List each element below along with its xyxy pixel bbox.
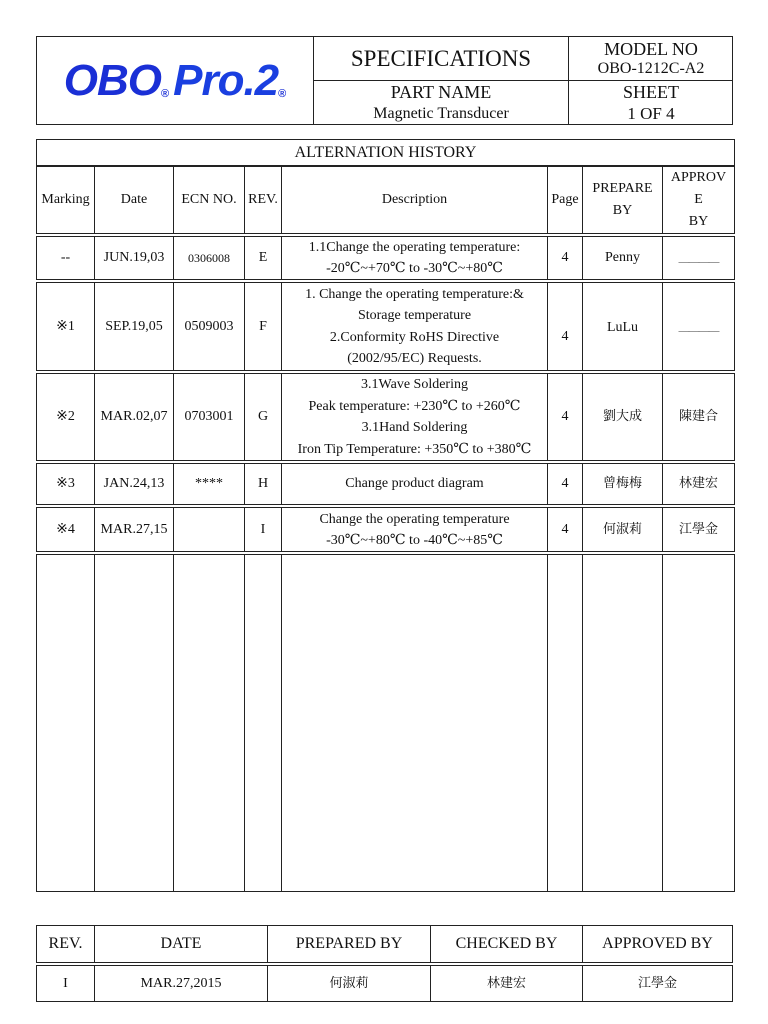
- description-line: 1.1Change the operating temperature:: [308, 240, 521, 255]
- logo-pro-text: Pro.2: [173, 55, 279, 105]
- row-rev: G: [244, 373, 282, 461]
- description-line: 3.1Hand Soldering: [361, 420, 468, 435]
- part-name-cell: [314, 81, 568, 124]
- row-prepared-by: Penny: [582, 236, 663, 280]
- row-date: SEP.19,05: [94, 282, 174, 371]
- description-line: -30℃~+80℃ to -40℃~+85℃: [326, 532, 503, 548]
- row-rev: F: [244, 282, 282, 371]
- description-line: Storage temperature: [357, 308, 472, 323]
- col-header-approved: [662, 166, 735, 234]
- approved-label-line: E: [694, 192, 703, 207]
- row-date: MAR.27,15: [94, 507, 174, 552]
- row-ecn: 0306008: [173, 236, 245, 280]
- description-line: 2.Conformity RoHS Directive: [329, 329, 500, 345]
- row-prepared-by: 劉大成: [582, 373, 663, 461]
- row-rev: E: [244, 236, 282, 280]
- col-header-ecn: ECN NO.: [173, 166, 245, 234]
- row-approved-by: 林建宏: [662, 463, 735, 505]
- empty-cell: [582, 554, 663, 892]
- footer-rev-value: I: [36, 965, 95, 1002]
- row-marking: ※4: [36, 507, 95, 552]
- prepared-label-line: BY: [612, 203, 633, 218]
- model-no-value: OBO-1212C-A2: [597, 59, 705, 77]
- col-header-prepared: [582, 166, 663, 234]
- footer-header-checked: CHECKED BY: [430, 925, 583, 963]
- footer-header-rev: REV.: [36, 925, 95, 963]
- row-description: [281, 236, 548, 280]
- description-line: 3.1Wave Soldering: [361, 377, 468, 392]
- row-rev: I: [244, 507, 282, 552]
- row-approved-by: 陳建合: [662, 373, 735, 461]
- approved-label-line: APPROV: [670, 170, 727, 185]
- logo-obo-text: OBO: [63, 55, 161, 105]
- row-ecn: [173, 507, 245, 552]
- empty-cell: [173, 554, 245, 892]
- row-marking: ※3: [36, 463, 95, 505]
- row-marking: --: [36, 236, 95, 280]
- description-line: (2002/95/EC) Requests.: [347, 351, 482, 366]
- row-marking: ※2: [36, 373, 95, 461]
- model-no-label: MODEL NO: [604, 38, 698, 59]
- company-logo: [37, 37, 313, 124]
- row-date: JUN.19,03: [94, 236, 174, 280]
- description-line: 1. Change the operating temperature:&: [305, 286, 524, 302]
- footer-approved-value: 江學金: [582, 965, 733, 1002]
- sheet-value: 1 OF 4: [627, 103, 675, 123]
- model-no-cell: [569, 37, 733, 80]
- row-description: [281, 282, 548, 371]
- approved-label-line: BY: [688, 214, 709, 229]
- col-header-marking: Marking: [36, 166, 95, 234]
- description-line: -20℃~+70℃ to -30℃~+80℃: [326, 261, 503, 276]
- part-name-value: Magnetic Transducer: [373, 104, 509, 122]
- prepared-label-line: PREPARE: [592, 181, 653, 196]
- sheet-label: SHEET: [623, 81, 679, 102]
- sheet-cell: [569, 81, 733, 124]
- logo-registered-mark: ®: [160, 88, 170, 100]
- logo-registered-mark-2: ®: [278, 88, 287, 100]
- col-header-rev: REV.: [244, 166, 282, 234]
- row-rev: H: [244, 463, 282, 505]
- part-name-label: PART NAME: [390, 81, 492, 102]
- footer-header-approved: APPROVED BY: [582, 925, 733, 963]
- description-line: Peak temperature: +230℃ to +260℃: [308, 398, 521, 414]
- row-approved-by: 江學金: [662, 507, 735, 552]
- row-prepared-by: LuLu: [582, 282, 663, 371]
- empty-cell: [547, 554, 583, 892]
- empty-cell: [36, 554, 95, 892]
- spec-title: SPECIFICATIONS: [350, 45, 532, 71]
- row-ecn: ****: [173, 463, 245, 505]
- row-description: [281, 507, 548, 552]
- footer-checked-value: 林建宏: [430, 965, 583, 1002]
- footer-date-value: MAR.27,2015: [94, 965, 268, 1002]
- history-title: ALTERNATION HISTORY: [36, 139, 735, 166]
- empty-cell: [281, 554, 548, 892]
- col-header-page: Page: [547, 166, 583, 234]
- row-page: 4: [547, 236, 583, 280]
- row-approved-by: ＿＿＿＿: [662, 236, 735, 280]
- row-prepared-by: 何淑莉: [582, 507, 663, 552]
- row-ecn: 0509003: [173, 282, 245, 371]
- description-line: Change product diagram: [345, 476, 484, 491]
- row-page: 4: [547, 282, 583, 371]
- empty-cell: [662, 554, 735, 892]
- row-page: 4: [547, 507, 583, 552]
- empty-cell: [94, 554, 174, 892]
- row-page: 4: [547, 373, 583, 461]
- row-date: JAN.24,13: [94, 463, 174, 505]
- empty-cell: [244, 554, 282, 892]
- footer-header-date: DATE: [94, 925, 268, 963]
- row-description: [281, 463, 548, 505]
- row-prepared-by: 曾梅梅: [582, 463, 663, 505]
- col-header-date: Date: [94, 166, 174, 234]
- row-date: MAR.02,07: [94, 373, 174, 461]
- row-approved-by: ＿＿＿＿: [662, 282, 735, 371]
- row-ecn: 0703001: [173, 373, 245, 461]
- row-page: 4: [547, 463, 583, 505]
- row-marking: ※1: [36, 282, 95, 371]
- footer-header-prepared: PREPARED BY: [267, 925, 431, 963]
- row-description: [281, 373, 548, 461]
- col-header-description: Description: [281, 166, 548, 234]
- description-line: Change the operating temperature: [319, 511, 510, 527]
- description-line: Iron Tip Temperature: +350℃ to +380℃: [297, 441, 532, 457]
- footer-prepared-value: 何淑莉: [267, 965, 431, 1002]
